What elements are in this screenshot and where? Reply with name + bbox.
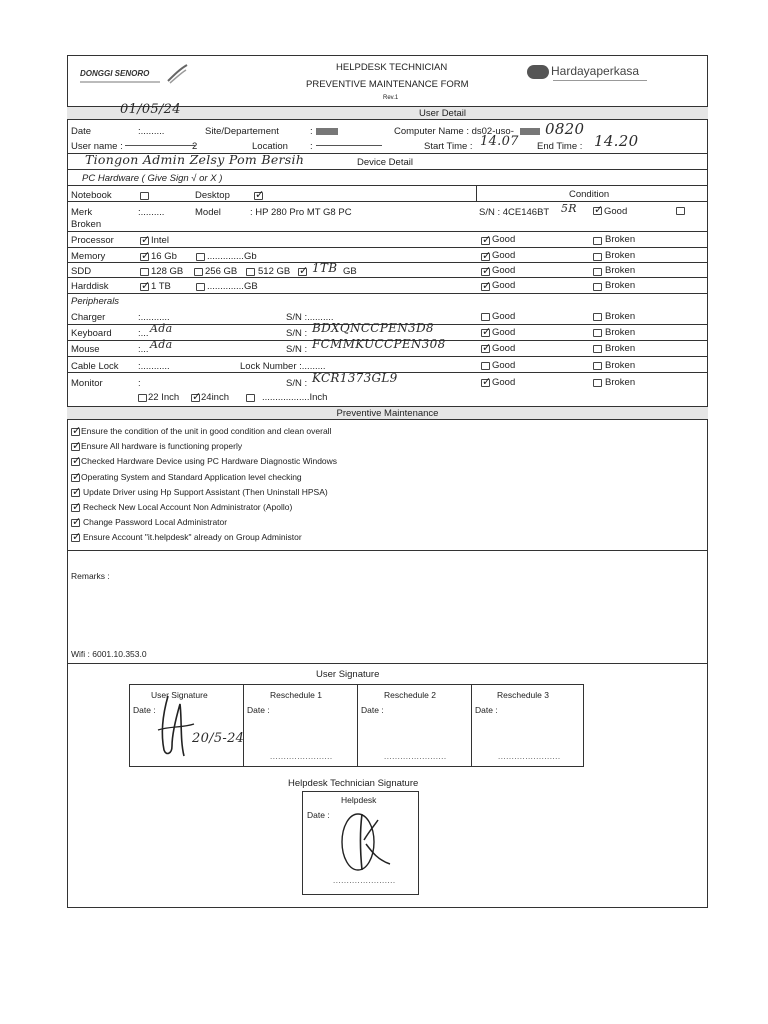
- date-label: Date: [71, 126, 92, 137]
- helpdesk-date-label: Date :: [307, 810, 330, 820]
- checklist-item-label: Operating System and Standard Application level checking: [81, 472, 302, 482]
- reschedule-1-date-label: Date :: [247, 705, 270, 715]
- ssd-broken-checkbox[interactable]: [593, 268, 602, 276]
- user-name-value: 2: [192, 141, 198, 152]
- charger-good-checkbox[interactable]: [481, 313, 490, 321]
- computer-name-label: Computer Name : ds02-uso-: [394, 126, 514, 137]
- user-signature-date-handwritten: 20/5-24: [192, 731, 245, 746]
- cable-lock-good-label: Good: [492, 360, 516, 371]
- reschedule-1-label: Reschedule 1: [270, 690, 322, 700]
- checkmark-icon: ✓: [482, 233, 492, 246]
- merk-broken-checkbox[interactable]: [676, 207, 685, 215]
- reschedule-2-label: Reschedule 2: [384, 690, 436, 700]
- start-time-handwritten: 14.07: [480, 134, 519, 149]
- memory-value: 16 Gb: [151, 251, 177, 262]
- monitor-good-label: Good: [492, 377, 516, 388]
- site-label: Site/Departement: [205, 126, 279, 137]
- ssd-broken-label: Broken: [605, 265, 636, 276]
- processor-broken-label: Broken: [605, 234, 636, 245]
- monitor-broken-label: Broken: [605, 377, 636, 388]
- checkmark-icon: ✓: [482, 249, 492, 262]
- keyboard-broken-checkbox[interactable]: [593, 329, 602, 337]
- cable-lock-label: Cable Lock: [71, 361, 119, 372]
- checkmark-icon: ✓: [192, 390, 202, 403]
- monitor-value: :: [138, 378, 141, 389]
- user-detail-label: User Detail: [419, 108, 466, 119]
- charger-broken-label: Broken: [605, 311, 636, 322]
- ssd-label: SDD: [71, 266, 92, 277]
- checkmark-icon: ✓: [72, 515, 82, 528]
- cable-lock-good-checkbox[interactable]: [481, 362, 490, 370]
- cable-lock-value: :...........: [138, 361, 170, 372]
- monitor-sn-label: S/N :: [286, 378, 308, 389]
- monitor-other-checkbox[interactable]: [246, 394, 255, 402]
- start-time-label: Start Time :: [424, 141, 473, 152]
- serial-number-label: S/N : 4CE146BT: [479, 207, 550, 218]
- ssd-good-label: Good: [492, 265, 516, 276]
- wifi-info: Wifi : 6001.10.353.0: [71, 649, 147, 659]
- checklist-item-label: Ensure All hardware is functioning properly: [81, 441, 243, 451]
- checkmark-icon: ✓: [72, 530, 82, 543]
- memory-label: Memory: [71, 251, 106, 262]
- notebook-label: Notebook: [71, 190, 112, 201]
- divider: [67, 663, 708, 664]
- user-signature-title: User Signature: [316, 669, 380, 680]
- checkmark-icon: ✓: [72, 439, 82, 452]
- memory-good-label: Good: [492, 250, 516, 261]
- site-value: :: [310, 126, 313, 137]
- helpdesk-box-label: Helpdesk: [341, 795, 377, 805]
- divider: [67, 262, 708, 263]
- checkmark-icon: ✓: [72, 470, 82, 483]
- checkmark-icon: ✓: [72, 500, 82, 513]
- ssd-128-checkbox[interactable]: [140, 268, 149, 276]
- user-name-label: User name :: [71, 141, 123, 152]
- checklist-item-label: Recheck New Local Account Non Administrator (Apollo): [83, 502, 293, 512]
- box-divider: [471, 684, 472, 767]
- ssd-handwritten: 1TB: [312, 261, 338, 275]
- ssd-unit: GB: [343, 266, 357, 277]
- checkmark-icon: ✓: [594, 203, 604, 216]
- checklist-item-label: Ensure the condition of the unit in good condition and clean overall: [81, 426, 332, 436]
- monitor-22-checkbox[interactable]: [138, 394, 147, 402]
- device-detail-label: Device Detail: [357, 157, 413, 168]
- merk-label: Merk: [71, 207, 93, 218]
- handwritten-note: Tiongon Admin Zelsy Pom Bersih: [85, 152, 305, 167]
- notebook-checkbox[interactable]: [140, 192, 149, 200]
- keyboard-good-label: Good: [492, 327, 516, 338]
- reschedule-3-label: Reschedule 3: [497, 690, 549, 700]
- helpdesk-signature-line: .......................: [333, 876, 396, 885]
- memory-broken-label: Broken: [605, 250, 636, 261]
- merk-broken-label: Broken: [71, 219, 102, 230]
- form-title-line2: PREVENTIVE MAINTENANCE FORM: [306, 79, 469, 90]
- model-label: Model: [195, 207, 221, 218]
- keyboard-sn-label: S/N :: [286, 328, 308, 339]
- reschedule-3-signature-line: .......................: [498, 752, 561, 761]
- monitor-label: Monitor: [71, 378, 103, 389]
- computer-name-handwritten: 0820: [545, 120, 585, 138]
- divider: [67, 550, 708, 551]
- helpdesk-signature-title: Helpdesk Technician Signature: [288, 778, 419, 789]
- harddisk-value: 1 TB: [151, 281, 171, 292]
- checkmark-icon: ✓: [299, 264, 309, 277]
- user-signature-date-label: Date :: [133, 705, 156, 715]
- box-divider: [357, 684, 358, 767]
- peripherals-heading: Peripherals: [71, 296, 120, 307]
- reschedule-2-signature-line: .......................: [384, 752, 447, 761]
- strikethrough-user-name: [125, 145, 195, 146]
- monitor-broken-checkbox[interactable]: [593, 379, 602, 387]
- checklist-item-label: Update Driver using Hp Support Assistant (Then Uninstall HPSA): [83, 487, 328, 497]
- end-time-handwritten: 14.20: [594, 132, 639, 150]
- divider: [67, 201, 708, 202]
- divider: [67, 231, 708, 232]
- company-logo-right: [527, 63, 657, 85]
- end-time-label: End Time :: [537, 141, 583, 152]
- checkmark-icon: ✓: [141, 279, 151, 292]
- processor-good-label: Good: [492, 234, 516, 245]
- cable-lock-broken-checkbox[interactable]: [593, 362, 602, 370]
- ssd-512-label: 512 GB: [258, 266, 291, 277]
- harddisk-good-label: Good: [492, 280, 516, 291]
- monitor-24-label: 24inch: [201, 392, 229, 403]
- processor-broken-checkbox[interactable]: [593, 237, 602, 245]
- checkmark-icon: ✓: [482, 325, 492, 338]
- charger-sn: S/N :..........: [286, 312, 334, 323]
- reschedule-1-signature-line: .......................: [270, 752, 333, 761]
- lock-number-label: Lock Number :.........: [240, 361, 326, 372]
- checkmark-icon: ✓: [72, 454, 82, 467]
- keyboard-value: :...: [138, 328, 149, 339]
- model-value: : HP 280 Pro MT G8 PC: [250, 207, 352, 218]
- checkmark-icon: ✓: [72, 424, 82, 437]
- checklist-item-label: Checked Hardware Device using PC Hardware Diagnostic Windows: [81, 456, 338, 466]
- keyboard-sn-handwritten: BDXQNCCPEN3D8: [312, 321, 434, 335]
- charger-good-label: Good: [492, 311, 516, 322]
- remarks-label: Remarks :: [71, 571, 110, 581]
- form-rev: Rev.1: [383, 95, 399, 101]
- checkmark-icon: ✓: [482, 375, 492, 388]
- desktop-label: Desktop: [195, 190, 230, 201]
- swoosh-icon: [166, 63, 188, 85]
- harddisk-other-checkbox[interactable]: [196, 283, 205, 291]
- checklist-item-label: Change Password Local Administrator: [83, 517, 228, 527]
- logo-badge-icon: [527, 65, 549, 79]
- merk-good-label: Good: [604, 206, 628, 217]
- harddisk-other-value: ..............GB: [207, 281, 258, 292]
- checkmark-icon: ✓: [141, 233, 151, 246]
- preventive-maintenance-label: Preventive Maintenance: [336, 408, 439, 419]
- redacted-computer-name: [520, 128, 540, 135]
- checkmark-icon: ✓: [482, 264, 492, 277]
- reschedule-2-date-label: Date :: [361, 705, 384, 715]
- memory-broken-checkbox[interactable]: [593, 253, 602, 261]
- charger-label: Charger: [71, 312, 106, 323]
- box-divider: [243, 684, 244, 767]
- mouse-sn-handwritten: FCMMKUCCPEN308: [312, 337, 446, 351]
- company-right-name: Hardayaperkasa: [551, 64, 640, 78]
- preventive-maintenance-band: [67, 406, 708, 420]
- mouse-label: Mouse: [71, 344, 100, 355]
- divider: [67, 185, 708, 186]
- ssd-512-checkbox[interactable]: [246, 268, 255, 276]
- checklist-item-label: Ensure Account "it.helpdesk" already on Group Administor: [83, 532, 302, 542]
- divider: [67, 356, 708, 357]
- cable-lock-broken-label: Broken: [605, 360, 636, 371]
- monitor-sn-handwritten: KCR1373GL9: [312, 371, 398, 385]
- ssd-256-label: 256 GB: [205, 266, 238, 277]
- location-label: Location: [252, 141, 288, 152]
- strikethrough-location: [316, 145, 382, 146]
- mouse-broken-label: Broken: [605, 343, 636, 354]
- charger-value: :...........: [138, 312, 170, 323]
- processor-label: Processor: [71, 235, 114, 246]
- checkmark-icon: ✓: [141, 249, 151, 262]
- mouse-broken-checkbox[interactable]: [593, 345, 602, 353]
- memory-other-value: ..............Gb: [207, 251, 257, 262]
- helpdesk-signature-icon: [336, 800, 396, 876]
- memory-other-checkbox[interactable]: [196, 253, 205, 261]
- mouse-good-label: Good: [492, 343, 516, 354]
- date-value: :.........: [138, 126, 165, 137]
- form-title-line1: HELPDESK TECHNICIAN: [336, 62, 448, 73]
- ssd-128-label: 128 GB: [151, 266, 184, 277]
- harddisk-broken-checkbox[interactable]: [593, 283, 602, 291]
- pc-hardware-heading: PC Hardware ( Give Sign √ or X ): [82, 173, 223, 184]
- divider: [67, 277, 708, 278]
- checkmark-icon: ✓: [72, 485, 82, 498]
- divider: [67, 293, 708, 294]
- user-signature-icon: [150, 690, 200, 762]
- company-logo-left: [80, 63, 190, 87]
- divider: [67, 247, 708, 248]
- mouse-sn-label: S/N :: [286, 344, 308, 355]
- serial-number-handwritten: 5R: [561, 202, 577, 215]
- checkmark-icon: ✓: [255, 188, 265, 201]
- keyboard-handwritten: Ada: [150, 322, 173, 335]
- merk-value: :.........: [138, 207, 165, 218]
- keyboard-broken-label: Broken: [605, 327, 636, 338]
- redacted-site: [316, 128, 338, 135]
- user-signature-box-label: User Signature: [151, 690, 208, 700]
- mouse-value: :...: [138, 344, 149, 355]
- reschedule-3-date-label: Date :: [475, 705, 498, 715]
- charger-broken-checkbox[interactable]: [593, 313, 602, 321]
- divider: [67, 169, 708, 170]
- processor-value: Intel: [151, 235, 169, 246]
- monitor-other-label: ..................Inch: [262, 392, 328, 403]
- location-value: :: [310, 141, 313, 152]
- harddisk-label: Harddisk: [71, 281, 109, 292]
- checkmark-icon: ✓: [482, 279, 492, 292]
- keyboard-label: Keyboard: [71, 328, 112, 339]
- condition-divider: [476, 185, 477, 201]
- ssd-256-checkbox[interactable]: [194, 268, 203, 276]
- condition-label: Condition: [569, 189, 610, 200]
- company-left-name: DONGGI SENORO: [80, 69, 150, 78]
- mouse-handwritten: Ada: [150, 338, 173, 351]
- monitor-22-label: 22 Inch: [148, 392, 180, 403]
- checkmark-icon: ✓: [482, 341, 492, 354]
- date-handwritten: 01/05/24: [120, 102, 181, 117]
- harddisk-broken-label: Broken: [605, 280, 636, 291]
